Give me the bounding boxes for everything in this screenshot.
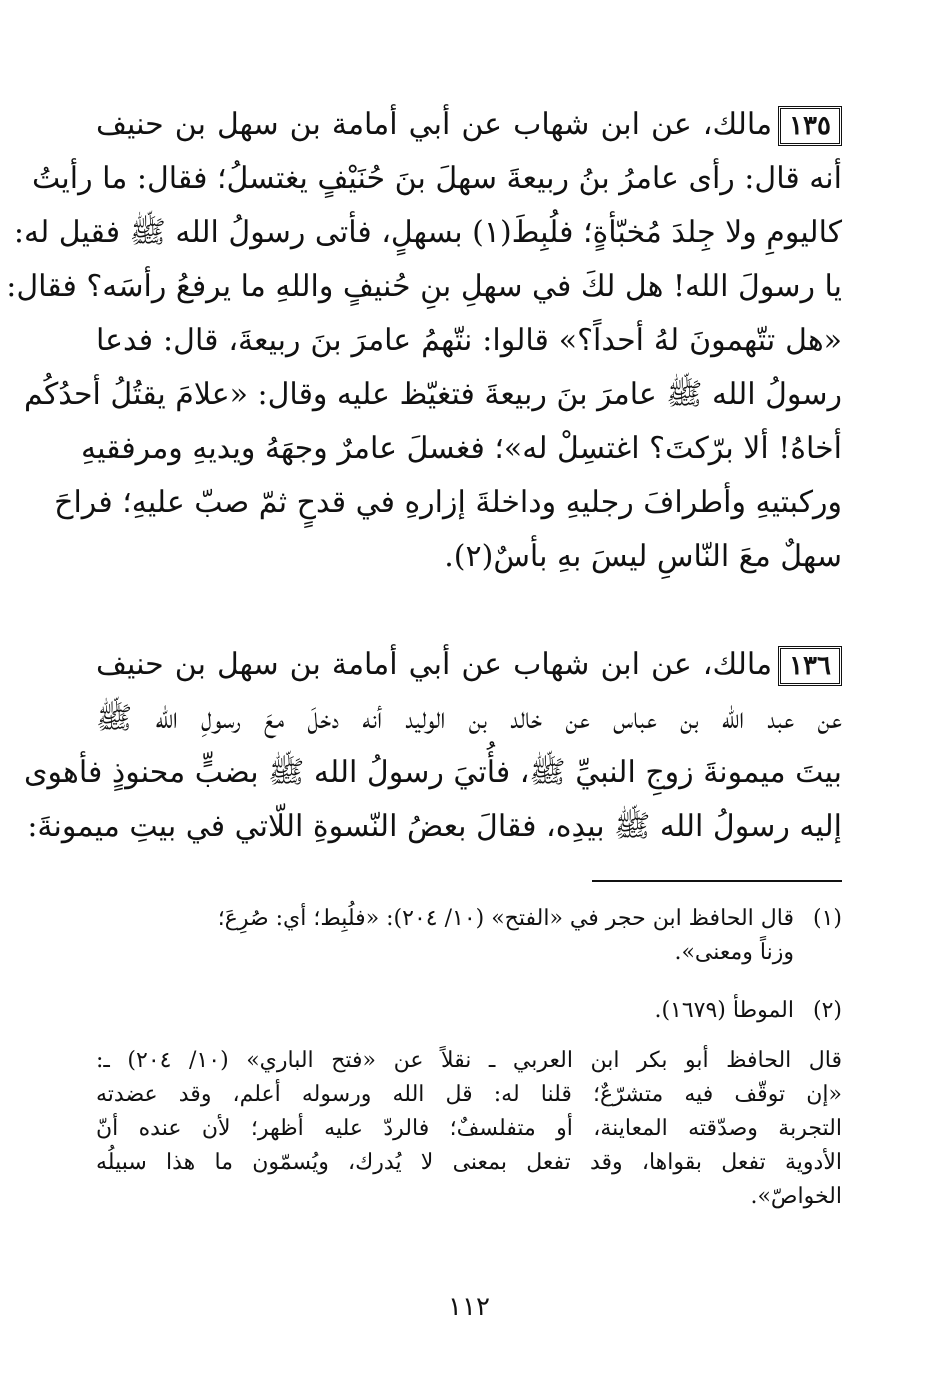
hadith-135-line-8: وركبتيهِ وأطرافَ رجليهِ وداخلةَ إزارهِ في قدحٍ ثمّ صبّ عليهِ؛ فراحَ: [54, 485, 842, 520]
hadith-135: [6, 98, 842, 584]
footnote-number: (٢): [812, 998, 842, 1023]
hadith-136-line-3: بيتَ ميمونةَ زوجِ النبيِّ ﷺ، فأُتيَ رسولُ الله ﷺ بضبٍّ محنوذٍ فأهوى: [24, 755, 842, 790]
footnote-number: (١): [812, 906, 842, 931]
footnote-line: وزناً ومعنى».: [674, 940, 794, 965]
hadith-135-line-4: يا رسولَ الله! هل لكَ في سهلِ بنِ حُنيفٍ واللهِ ما يرفعُ رأسَه؟ فقال:: [6, 269, 842, 304]
hadith-135-line-6: رسولُ الله ﷺ عامرَ بنَ ربيعةَ فتغيّظ عليه وقال: «علامَ يقتُلُ أحدُكُم: [24, 377, 842, 412]
note-line: الخواصّ».: [750, 1184, 842, 1209]
hadith-135-line-7: أخاهُ! ألا برّكتَ؟ اغتسِلْ له»؛ فغسلَ عامرٌ وجهَهُ ويديهِ ومرفقيهِ: [81, 431, 842, 466]
note-line: قال الحافظ أبو بكر ابن العربي ـ نقلاً عن «فتح الباري» (١٠/ ٢٠٤) ـ:: [96, 1048, 843, 1073]
footnote-line: قال الحافظ ابن حجر في «الفتح» (١٠/ ٢٠٤): «فلُبِط؛ أي: صُرِعَ؛: [217, 906, 794, 931]
hadith-136-line-2: عن عبد الله بن عباس عن خالد بن الوليد أنه دخلَ معَ رسولِ الله ﷺ: [96, 701, 842, 736]
hadith-136: [24, 638, 842, 854]
hadith-number-badge: ١٣٦: [778, 646, 842, 686]
hadith-135-line-5: «هل تتّهمونَ لهُ أحداً؟» قالوا: نتّهمُ عامرَ بنَ ربيعةَ، قال: فدعا: [96, 323, 842, 358]
footnote-line: الموطأ (١٦٧٩).: [654, 998, 794, 1023]
note-line: «إن توقّف فيه متشرّعٌ؛ قلنا له: قل الله ورسوله أعلم، وقد عضدته: [96, 1082, 842, 1107]
footnote-divider: [592, 880, 842, 882]
hadith-135-line-1: ١٣٥مالك، عن ابن شهاب عن أبي أمامة بن سهل بن حنيف: [96, 98, 842, 152]
footnote-2: [96, 994, 842, 1028]
note-line: التجربة وصدّقته المعاينة، أو متفلسفٌ؛ فالردّ عليه أظهر؛ لأن عنده أنّ: [96, 1116, 842, 1141]
hadith-136-line-1: ١٣٦مالك، عن ابن شهاب عن أبي أمامة بن سهل بن حنيف: [96, 638, 842, 692]
note-line: الأدوية تفعل بقواها، وقد تفعل بمعنى لا يُدرك، ويُسمّون ما هذا سبيلُه: [96, 1150, 842, 1175]
hadith-136-line-4: إليه رسولُ الله ﷺ بيدِه، فقالَ بعضُ النّسوةِ اللّاتي في بيتِ ميمونةَ:: [27, 809, 842, 844]
hadith-135-line-9: سهلٌ معَ النّاسِ ليسَ بهِ بأسٌ(٢).: [444, 539, 842, 574]
page-number: ١١٢: [448, 1292, 490, 1322]
hadith-135-line-3: كاليومِ ولا جِلدَ مُخبّأةٍ؛ فلُبِطَ(١) بسهلٍ، فأتى رسولُ الله ﷺ فقيل له:: [13, 215, 842, 250]
hadith-135-line-2: أنه قال: رأى عامرُ بنُ ربيعةَ سهلَ بنَ حُنَيْفٍ يغتسلُ؛ فقال: ما رأيتُ: [31, 161, 842, 196]
hadith-number-badge: ١٣٥: [778, 106, 842, 146]
footnote-note: [96, 1044, 842, 1214]
footnote-1: [96, 902, 842, 970]
